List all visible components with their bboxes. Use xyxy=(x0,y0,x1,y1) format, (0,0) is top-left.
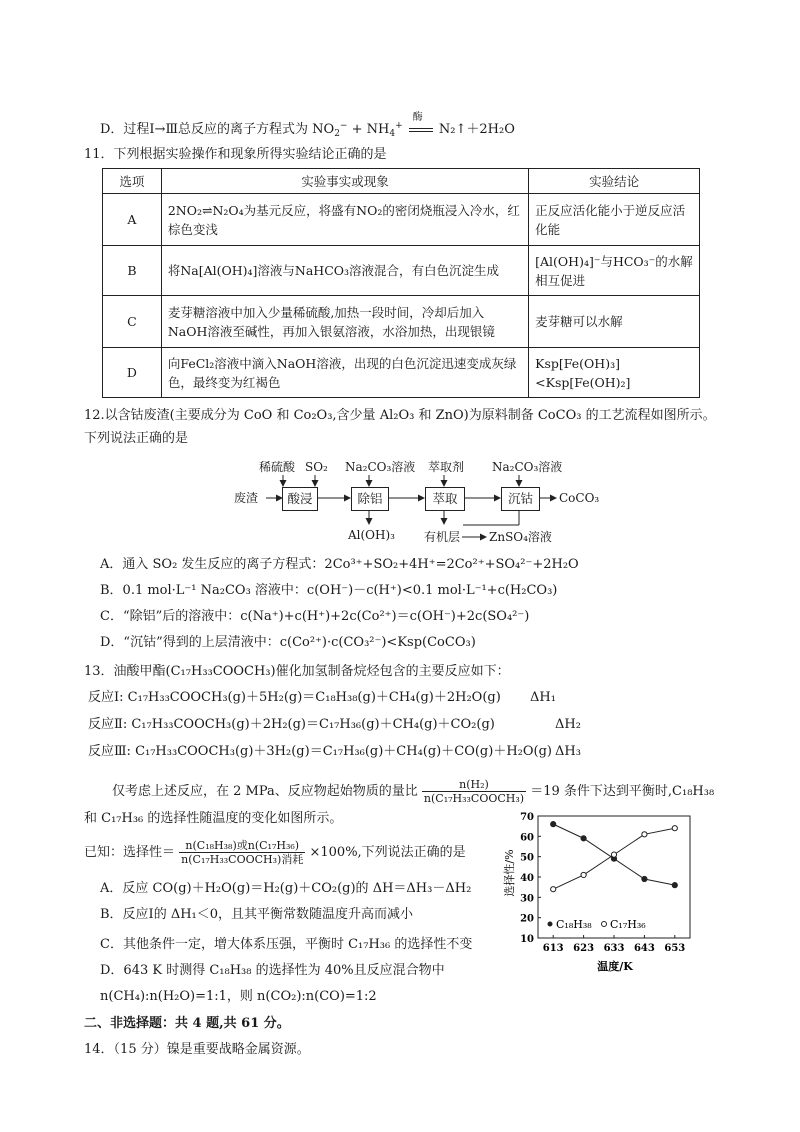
q14-stem: 14．（15 分）镍是重要战略金属资源。 xyxy=(84,1042,310,1057)
chart-legend xyxy=(548,918,647,931)
flow-step-acid-leach: 酸浸 xyxy=(282,487,318,511)
q13-dh-1: ΔH₁ xyxy=(530,690,556,705)
flow-out-aloh3: Al(OH)₃ xyxy=(348,528,395,542)
known-numerator: n(C₁₈H₃₈)或n(C₁₇H₃₆) xyxy=(179,839,305,853)
row-fact: 麦芽糖溶液中加入少量稀硫酸,加热一段时间，冷却后加入NaOH溶液至碱性，再加入银氨溶液，水浴加热，出现银镜 xyxy=(161,296,528,348)
cond-pre: 仅考虑上述反应，在 2 MPa、反应物起始物质的量比 xyxy=(112,784,418,799)
reaction-eq: C₁₇H₃₃COOCH₃(g)＋5H₂(g)＝C₁₈H₃₈(g)＋CH₄(g)＋2H₂O(g) xyxy=(127,690,501,705)
reaction-name: 反应Ⅲ: xyxy=(88,744,131,759)
x-tick-label: 633 xyxy=(603,943,625,954)
row-conclusion: [Al(OH)₄]⁻与HCO₃⁻的水解相互促进 xyxy=(529,246,700,296)
row-conclusion: Ksp[Fe(OH)₃]<Ksp[Fe(OH)₂] xyxy=(529,348,700,398)
x-tick-label: 653 xyxy=(664,943,686,954)
row-option: B xyxy=(103,246,162,296)
flow-out-znso4: ZnSO₄溶液 xyxy=(489,530,552,544)
q10d-eq-right: N₂↑＋2H₂O xyxy=(438,122,515,137)
reaction-eq: C₁₇H₃₃COOCH₃(g)＋2H₂(g)＝C₁₇H₃₆(g)＋CH₄(g)＋CO₂(g) xyxy=(131,717,495,732)
data-point-0 xyxy=(642,876,647,881)
q12-option-d: D．“沉钴”得到的上层清液中：c(Co²⁺)·c(CO₃²⁻)<Ksp(CoCO₃) xyxy=(100,635,476,650)
cond-post: ＝19 条件下达到平衡时,C₁₈H₃₈ xyxy=(530,784,715,799)
data-point-0 xyxy=(581,836,586,841)
known-pre: 已知：选择性＝ xyxy=(84,845,176,860)
reaction-name: 反应Ⅰ: xyxy=(88,690,124,705)
flow-step-remove-al: 除铝 xyxy=(351,487,389,511)
q13-dh-2: ΔH₂ xyxy=(555,717,581,732)
data-point-1 xyxy=(551,887,556,892)
legend-label-c17: C₁₇H₃₆ xyxy=(610,918,646,931)
q10d-eq-mid: + NH xyxy=(351,122,390,137)
cond-numerator: n(H₂) xyxy=(422,778,526,792)
q13-known xyxy=(84,838,466,868)
data-point-1 xyxy=(581,872,586,877)
q13-option-d-cont: n(CH₄):n(H₂O)=1:1，则 n(CO₂):n(CO)=1:2 xyxy=(100,989,377,1004)
data-point-1 xyxy=(642,832,647,837)
q13-option-b: B．反应Ⅰ的 ΔH₁＜0，且其平衡常数随温度升高而减小 xyxy=(100,907,414,922)
flow-input-na2co3-2: Na₂CO₃溶液 xyxy=(492,460,563,474)
chart-series xyxy=(551,822,678,892)
y-tick-label: 20 xyxy=(520,913,534,925)
legend-marker-c17 xyxy=(602,922,607,927)
legend-marker-c18 xyxy=(548,922,553,927)
q13-option-c: C．其他条件一定，增大体系压强，平衡时 C₁₇H₃₆ 的选择性不变 xyxy=(100,937,473,952)
q13-stem: 13．油酸甲酯(C₁₇H₃₃COOCH₃)催化加氢制备烷烃包含的主要反应如下： xyxy=(84,664,510,679)
flow-product: CoCO₃ xyxy=(559,491,600,505)
flow-arrows xyxy=(0,0,800,560)
flow-out-organic: 有机层 xyxy=(424,530,461,544)
reaction-eq: C₁₇H₃₃COOCH₃(g)＋3H₂(g)＝C₁₇H₃₆(g)＋CH₄(g)＋CO(g)＋H₂O(g) xyxy=(135,744,552,759)
flow-step-extract: 萃取 xyxy=(425,487,465,511)
data-point-1 xyxy=(672,826,677,831)
q12-stem-1: 12.以含钴废渣(主要成分为 CoO 和 Co₂O₃,含少量 Al₂O₃ 和 ZnO)为原料制备 CoCO₃ 的工艺流程如图所示。 xyxy=(84,408,716,423)
y-tick-label: 10 xyxy=(520,934,534,945)
row-option: C xyxy=(103,296,162,348)
row-option: A xyxy=(103,194,162,246)
q13-option-a: A．反应 CO(g)＋H₂O(g)＝H₂(g)＋CO₂(g)的 ΔH＝ΔH₃－ΔH₂ xyxy=(100,881,472,896)
y-tick-label: 40 xyxy=(520,873,534,884)
y-tick-label: 50 xyxy=(520,852,534,864)
data-point-1 xyxy=(611,852,616,857)
legend-label-c18: C₁₈H₃₈ xyxy=(556,918,592,931)
q12-stem-2: 下列说法正确的是 xyxy=(84,431,189,446)
q13-reaction-3 xyxy=(88,743,552,761)
x-tick-label: 623 xyxy=(573,943,595,954)
known-post: ×100%,下列说法正确的是 xyxy=(309,845,466,860)
header-conclusion: 实验结论 xyxy=(529,169,700,194)
q13-dh-3: ΔH₃ xyxy=(555,744,581,759)
chart-x-label: 温度/K xyxy=(597,960,633,973)
flow-input-na2co3-1: Na₂CO₃溶液 xyxy=(345,460,416,474)
q10d-arrow-label: 酶 xyxy=(412,112,423,123)
section-2-heading: 二、非选择题：共 4 题,共 61 分。 xyxy=(84,1016,290,1031)
y-tick-label: 60 xyxy=(520,832,534,844)
known-fraction xyxy=(179,839,305,866)
q13-reaction-2 xyxy=(88,716,495,734)
q13-condition-2: 和 C₁₇H₃₆ 的选择性随温度的变化如图所示。 xyxy=(84,811,343,826)
selectivity-chart xyxy=(500,808,696,974)
row-fact: 2NO₂⇌N₂O₄为基元反应，将盛有NO₂的密闭烧瓶浸入冷水，红棕色变浅 xyxy=(161,194,528,246)
row-conclusion: 正反应活化能小于逆反应活化能 xyxy=(529,194,700,246)
header-option: 选项 xyxy=(103,169,162,194)
known-denominator: n(C₁₇H₃₃COOCH₃)消耗 xyxy=(181,853,304,866)
q12-option-a: A．通入 SO₂ 发生反应的离子方程式：2Co³⁺+SO₂+4H⁺=2Co²⁺+SO₄²⁻+2H₂O xyxy=(100,557,579,572)
cond-fraction xyxy=(422,778,526,805)
flow-step-precipitate-co: 沉钴 xyxy=(501,487,540,511)
row-fact: 将Na[Al(OH)₄]溶液与NaHCO₃溶液混合，有白色沉淀生成 xyxy=(161,246,528,296)
q13-reaction-1 xyxy=(88,689,501,707)
y-tick-label: 30 xyxy=(520,893,534,905)
header-fact: 实验事实或现象 xyxy=(161,169,528,194)
row-option: D xyxy=(103,348,162,398)
q11-stem: 11．下列根据实验操作和现象所得实验结论正确的是 xyxy=(84,147,387,162)
q10d-prefix: D．过程Ⅰ→Ⅲ总反应的离子方程式为 xyxy=(100,122,308,137)
reaction-name: 反应Ⅱ: xyxy=(88,717,128,732)
data-point-0 xyxy=(551,822,556,827)
flow-input-sulfuric: 稀硫酸 xyxy=(259,460,296,474)
row-conclusion: 麦芽糖可以水解 xyxy=(529,296,700,348)
flow-start: 废渣 xyxy=(234,491,259,505)
q10-option-d: D．过程Ⅰ→Ⅲ总反应的离子方程式为 $NO_2^- + NH_4^+$ 酶 N₂↑＋2H₂O xyxy=(100,117,515,143)
q12-option-c: C．“除铝”后的溶液中：c(Na⁺)+c(H⁺)+2c(Co²⁺)＝c(OH⁻)+2c(SO₄²⁻) xyxy=(100,609,530,624)
data-point-0 xyxy=(672,883,677,888)
q10d-eq-left: NO xyxy=(312,122,335,137)
chart-y-label: 选择性/% xyxy=(503,849,516,897)
flow-input-so2: SO₂ xyxy=(305,460,328,474)
row-fact: 向FeCl₂溶液中滴入NaOH溶液，出现的白色沉淀迅速变成灰绿色，最终变为红褐色 xyxy=(161,348,528,398)
q13-option-d: D．643 K 时测得 C₁₈H₃₈ 的选择性为 40%且反应混合物中 xyxy=(100,963,445,978)
q13-condition xyxy=(112,777,714,807)
q12-option-b: B．0.1 mol·L⁻¹ Na₂CO₃ 溶液中：c(OH⁻)－c(H⁺)<0.1 mol·L⁻¹+c(H₂CO₃) xyxy=(100,583,558,598)
cond-denominator: n(C₁₇H₃₃COOCH₃) xyxy=(423,792,525,805)
x-tick-label: 613 xyxy=(542,943,564,954)
flow-input-extractant: 萃取剂 xyxy=(428,460,465,474)
x-tick-label: 643 xyxy=(633,943,655,954)
y-tick-label: 70 xyxy=(520,812,534,823)
